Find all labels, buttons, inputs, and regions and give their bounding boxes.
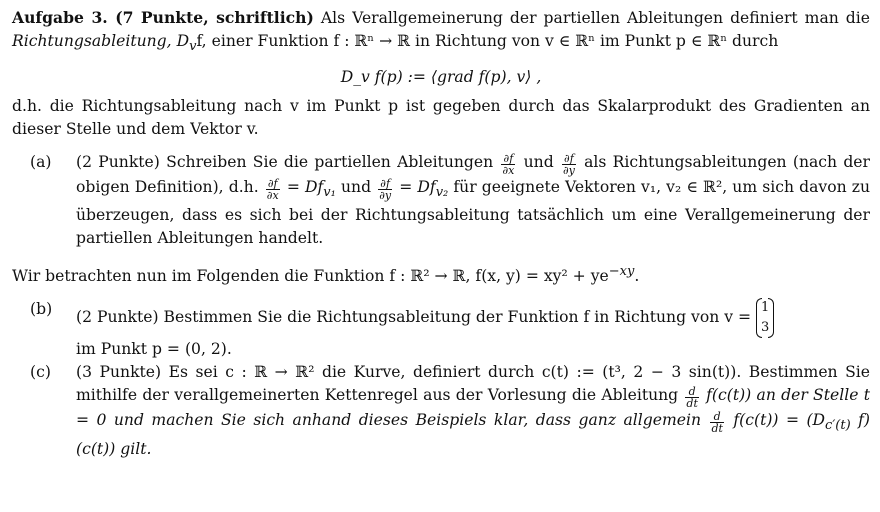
exercise-title: Aufgabe 3. (7 Punkte, schriftlich) — [12, 8, 314, 27]
part-a-eq-2: = Df — [399, 178, 436, 197]
part-c: (c) (3 Punkte) Es sei c : ℝ → ℝ² die Kurve, definiert durch c(t) := (t³, 2 − 3 sin(t)). Bestimmen Sie mithilfe der verallgemeinerten Kettenregel aus der Vorlesung die Ableitung $\frac{d}{dt}$ f(c(t)) an der Stelle t = 0 und machen Sie sich anhand dieses Beispiels klar, dass ganz allgemein $\frac{d}{dt}$ $f(c(t)) = (D_{c'(t)}$ f) (c(t)) gilt. — [30, 363, 870, 458]
derivative-fraction-2: $\frac{d}{dt}$ — [711, 410, 723, 436]
part-a-text-5: für geeignete Vektoren v₁, v₂ ∈ ℝ², um sich davon zu überzeugen, dass es sich bei der Richtungsableitung tatsächlich um eine Verallgemeinerung der partiellen Ableitungen handelt. — [76, 178, 871, 248]
part-a-label: (a) — [30, 153, 52, 172]
definition-formula: D_v f(p) := ⟨grad f(p), v⟩ , — [340, 68, 542, 87]
part-b — [12, 298, 870, 361]
part-a: (a) (2 Punkte) Schreiben Sie die partiellen Ableitungen $\frac{\partial f}{\partial x}$ und $\frac{\partial f}{\partial y}$ als Richtungsableitungen (nach der obigen Definition), d.h. $\frac{\partial f}{\partial x}$ = $Df_{v_1}$ und $\frac{\partial f}{\partial y}$ = $Df_{v_2}$ für geeignete Vektoren v₁, v₂ ∈ ℝ², um sich davon zu überzeugen, dass es sich bei der Richtungsableitung tatsächlich um eine Verallgemeinerung der partiellen Ableitungen handelt. — [30, 152, 871, 248]
partial-x-fraction: $\frac{\partial f}{\partial x}$ — [502, 152, 515, 178]
explanation-paragraph: d.h. die Richtungsableitung nach v im Punkt p ist gegeben durch das Skalarprodukt des Gradienten an dieser Stelle und dem Vektor v. — [12, 97, 870, 139]
intro-paragraph — [12, 6, 870, 58]
exercise-sheet — [12, 6, 870, 461]
part-c-text-1: (3 Punkte) Es sei c : ℝ → ℝ² die Kurve, definiert durch c(t) := (t³, 2 − 3 sin(t)). Bestimmen Sie mithilfe der verallgemeinerten Kettenregel aus der Vorlesung die Ableitung — [76, 363, 870, 405]
part-c-text-2: f(c(t)) an der Stelle t = 0 und machen Sie sich anhand dieses Beispiels klar, dass ganz allgemein — [76, 386, 870, 430]
part-b-text-2: im Punkt p = (0, 2). — [76, 340, 232, 359]
intro-operator: D — [176, 32, 190, 50]
part-b-text-1: (2 Punkte) Bestimmen Sie die Richtungsableitung der Funktion f in Richtung von v = — [76, 308, 752, 327]
intro-term: Richtungsableitung, — [12, 32, 172, 50]
partial-y-fraction: $\frac{\partial f}{\partial y}$ — [562, 152, 575, 178]
partial-y-fraction-2: $\frac{\partial f}{\partial y}$ — [379, 177, 392, 203]
derivative-fraction: $\frac{d}{dt}$ — [686, 385, 698, 411]
part-c-label: (c) — [30, 363, 51, 382]
intro-text-rest: f, einer Funktion f : ℝⁿ → ℝ in Richtung von v ∈ ℝⁿ im Punkt p ∈ ℝⁿ durch — [196, 32, 779, 50]
part-a-text-2: und — [523, 153, 554, 172]
direction-vector: 1 3 — [756, 298, 774, 338]
intro-operator-sub: v — [189, 39, 197, 55]
intro-text: Als Verallgemeinerung der partiellen Ableitungen definiert man die — [320, 9, 870, 27]
part-a-text-1: (2 Punkte) Schreiben Sie die partiellen Ableitungen — [76, 153, 494, 172]
part-b-label: (b) — [30, 300, 53, 319]
partial-x-fraction-2: $\frac{\partial f}{\partial x}$ — [266, 177, 279, 203]
part-a-eq-1: = Df — [286, 178, 324, 197]
part-a-text-3: als Richtungsableitungen (nach der obigen Definition), d.h. — [76, 153, 870, 197]
part-a-text-4: und — [340, 178, 372, 197]
part-c-text-4: f) (c(t)) gilt. — [76, 411, 870, 458]
part-c-text-3: f(c(t)) = (D — [733, 411, 826, 430]
function-definition: Wir betrachten nun im Folgenden die Funktion f : ℝ² → ℝ, f(x, $y) = xy^2 + ye^{-xy}$. — [12, 264, 640, 286]
